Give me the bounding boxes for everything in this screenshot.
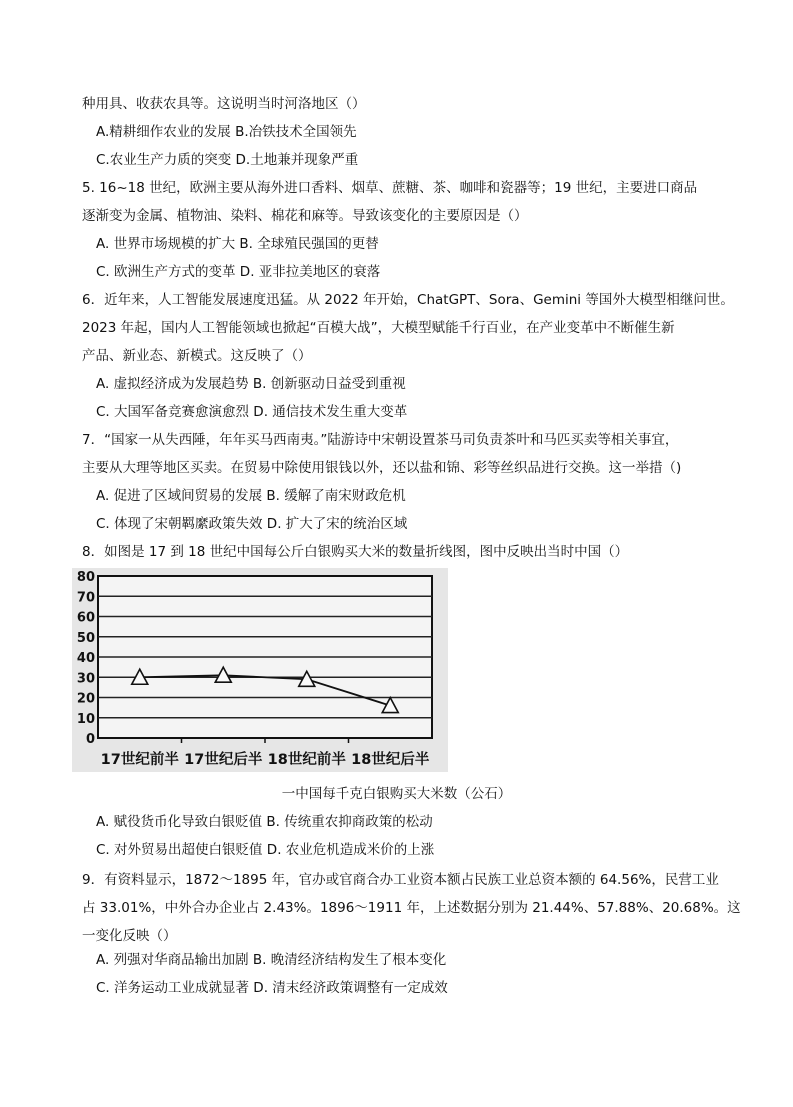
q5-options-cd: C. 欧洲生产方式的变革 D. 亚非拉美地区的衰落 — [96, 264, 381, 280]
x-tick-label: 18世纪后半 — [351, 752, 430, 768]
q5-stem-line2: 逐渐变为金属、植物油、染料、棉花和麻等。导致该变化的主要原因是（） — [82, 208, 528, 224]
q8-options-cd: C. 对外贸易出超使白银贬值 D. 农业危机造成米价的上涨 — [96, 842, 435, 858]
chart-caption: 一中国每千克白银购买大米数（公石） — [281, 786, 512, 802]
x-tick-label: 18世纪前半 — [267, 752, 346, 768]
y-tick-label: 60 — [76, 610, 95, 626]
rice-purchase-line-chart — [72, 568, 448, 772]
q4-options-cd: C.农业生产力质的突变 D.土地兼并现象严重 — [96, 152, 359, 168]
y-tick-label: 10 — [76, 711, 95, 727]
y-tick-label: 70 — [76, 590, 95, 606]
y-tick-label: 80 — [76, 570, 95, 585]
y-tick-label: 40 — [76, 651, 95, 666]
q4-continuation: 种用具、收获农具等。这说明当时河洛地区（） — [82, 96, 366, 112]
q5-options-ab: A. 世界市场规模的扩大 B. 全球殖民强国的更替 — [96, 236, 379, 252]
q6-options-ab: A. 虚拟经济成为发展趋势 B. 创新驱动日益受到重视 — [96, 376, 406, 392]
q9-options-cd: C. 洋务运动工业成就显著 D. 清末经济政策调整有一定成效 — [96, 980, 448, 996]
q7-options-cd: C. 体现了宋朝羁縻政策失效 D. 扩大了宋的统治区域 — [96, 516, 408, 532]
q9-options-ab: A. 列强对华商品输出加剧 B. 晚清经济结构发生了根本变化 — [96, 952, 447, 968]
q6-stem-line3: 产品、新业态、新模式。这反映了（） — [82, 348, 312, 364]
y-tick-label: 0 — [85, 732, 95, 747]
y-tick-label: 30 — [76, 671, 95, 687]
q5-stem-line1: 5. 16~18 世纪，欧洲主要从海外进口香料、烟草、蔗糖、茶、咖啡和瓷器等；19 世纪，主要进口商品 — [82, 180, 698, 196]
q6-stem-line2: 2023 年起，国内人工智能领域也掀起“百模大战”，大模型赋能千行百业，在产业变革中不断催生新 — [82, 320, 675, 336]
q7-stem-line2: 主要从大理等地区买卖。在贸易中除使用银钱以外，还以盐和锦、彩等丝织品进行交换。这一举措（) — [82, 460, 682, 476]
q9-stem-line2: 占 33.01%，中外合办企业占 2.43%。1896～1911 年，上述数据分别为 21.44%、57.88%、20.68%。这 — [82, 900, 741, 916]
q7-stem-line1: 7．“国家一从失西陲，年年买马西南夷。”陆游诗中宋朝设置茶马司负责茶叶和马匹买卖等相关事宜， — [82, 432, 679, 448]
x-tick-label: 17世纪后半 — [184, 752, 263, 768]
chart-svg — [72, 568, 448, 772]
q8-options-ab: A. 赋役货币化导致白银贬值 B. 传统重农抑商政策的松动 — [96, 814, 433, 830]
q4-options-ab: A.精耕细作农业的发展 B.冶铁技术全国领先 — [96, 124, 357, 140]
x-tick-label: 17世纪前半 — [100, 752, 179, 768]
q6-options-cd: C. 大国军备竞赛愈演愈烈 D. 通信技术发生重大变革 — [96, 404, 408, 420]
q8-stem: 8．如图是 17 到 18 世纪中国每公斤白银购买大米的数量折线图，图中反映出当时中国（） — [82, 544, 629, 560]
q6-stem-line1: 6．近年来，人工智能发展速度迅猛。从 2022 年开始，ChatGPT、Sora、Gemini 等国外大模型相继问世。 — [82, 292, 734, 308]
q9-stem-line3: 一变化反映（） — [82, 928, 177, 944]
q9-stem-line1: 9．有资料显示，1872～1895 年，官办或官商合办工业资本额占民族工业总资本额的 64.56%，民营工业 — [82, 872, 719, 888]
y-tick-label: 50 — [76, 630, 95, 646]
y-tick-label: 20 — [76, 691, 95, 707]
q7-options-ab: A. 促进了区域间贸易的发展 B. 缓解了南宋财政危机 — [96, 488, 406, 504]
